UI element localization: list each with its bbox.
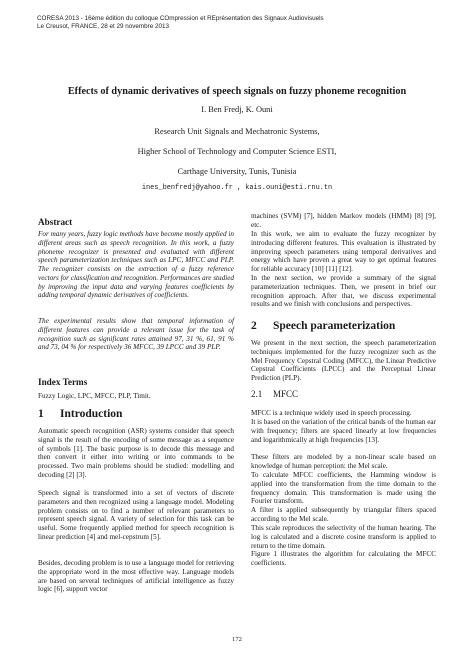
section-2-1-number: 2.1 [251, 389, 263, 399]
right-paragraph-3: In the next section, we provide a summary of the signal parameterization techniques. Then, we present in brief our recognition approach. After that, we discuss experimental results and we finish with conclusions and perspectives. [251, 274, 436, 309]
paper-title: Effects of dynamic derivatives of speech signals on fuzzy phoneme recognition [67, 86, 407, 97]
index-terms-text: Fuzzy Logic, LPC, MFCC, PLP, Timit. [38, 392, 151, 400]
abstract-paragraph-2: The experimental results show that temporal information of different features can provide a relevant issue for the task of recognition such as significant rates attained 97, 31 %, 61, 91 % and 73, 04 % for respectively 36 MFCC, 39 LPCC and 39 PLP. [38, 317, 234, 352]
section-2-paragraph-1: We present in the next section, the speech parameterization techniques implemented for the fuzzy recognizer such as the Mel Frequency Cepstral Coding (MFCC), the Linear Predictive Cepstral Coefficients (LPCC) and the Perceptual Linear Prediction (PLP). [251, 339, 436, 382]
running-header-line2: Le Creusot, FRANCE, 28 et 29 novembre 2013 [37, 23, 169, 30]
index-terms-heading: Index Terms [38, 377, 88, 387]
author-emails: ines_benfredj@yahoo.fr , kais.ouni@esti.rnu.tn [141, 184, 333, 192]
running-header-line1: CORESA 2013 - 16ème édition du colloque COmpression et REprésentation des Signaux Audiovisuels [37, 15, 324, 22]
section-2-title: Speech parameterization [273, 320, 396, 332]
abstract-paragraph-1: For many years, fuzzy logic methods have become mostly applied in different areas such as speech recognition. In this work, a fuzzy phoneme recognizer is presented and evaluated with different speech parameterization techniques such as LPC, MFCC and PLP. The recognizer consists on the extraction of a fuzzy reference vectors for classification and recognition. Performances are studied by improving the input data and varying features coefficients by adding temporal dynamic derivatives of coefficients. [38, 230, 234, 300]
mfcc-paragraph-4: To calculate MFCC coefficients, the Hamming window is applied into the transformation from the time domain to the frequency domain. This transformation is made using the Fourier transform. [251, 471, 436, 506]
intro-paragraph-2: Speech signal is transformed into a set of vectors of discrete parameters and then recognized using a language model. Modeling problem consists on to find a number of relevant parameters to represent speech signal. A variety of selection for this task can be useful. Some frequently applied method for speech recognition is linear prediction [4] and mel-cepstrum [5]. [38, 489, 234, 541]
section-1-heading [38, 408, 122, 421]
section-2-1-title: MFCC [273, 389, 299, 399]
mfcc-paragraph-3: These filters are modeled by a non-linear scale based on knowledge of human perception: the Mel scale. [251, 453, 436, 470]
section-2-1-heading [251, 389, 298, 400]
mfcc-paragraph-7: Figure 1 illustrates the algorithm for calculating the MFCC coefficients. [251, 550, 436, 567]
intro-paragraph-1: Automatic speech recognition (ASR) systems consider that speech signal is the result of the encoding of some message as a sequence of symbols [1]. The basic purpose is to decode this message and then convert it either into writing or into commands to be processed. Two main problems should be studied: modelling and decoding [2] [3]. [38, 427, 234, 479]
right-paragraph-1: machines (SVM) [7], hidden Markov models (HMM) [8] [9], etc. [251, 212, 436, 229]
intro-paragraph-3: Besides, decoding problem is to use a language model for retrieving the appropriate word in the most effective way. Language models are based on several techniques of artificial intelligence as fuzzy logic [6], support vector [38, 559, 234, 594]
section-1-title: Introduction [60, 408, 123, 420]
mfcc-paragraph-6: This scale reproduces the selectivity of the human hearing. The log is calculated and a discrete cosine transform is applied to return to the time domain. [251, 524, 436, 550]
affiliation-university: Carthage University, Tunis, Tunisia [177, 167, 297, 176]
abstract-heading: Abstract [38, 217, 73, 227]
right-paragraph-2: In this work, we aim to evaluate the fuzzy recognizer by introducing different features. This evaluation is illustrated by improving speech parameters using temporal derivatives and energy which have proven a great way to get optimal features for reliable accuracy [10] [11] [12]. [251, 230, 436, 273]
mfcc-paragraph-5: A filter is applied subsequently by triangular filters spaced according to the Mel scale. [251, 506, 436, 523]
page-number: 172 [232, 636, 242, 643]
section-1-number: 1 [38, 408, 44, 420]
affiliation-school: Higher School of Technology and Computer Science ESTI, [137, 147, 337, 156]
section-2-heading [251, 320, 395, 333]
mfcc-paragraph-1: MFCC is a technique widely used in speech processing. [251, 409, 412, 417]
authors: I. Ben Fredj, K. Ouni [201, 105, 273, 114]
section-2-number: 2 [251, 320, 257, 332]
mfcc-paragraph-2: It is based on the variation of the critical bands of the human ear with frequency; filters are spaced linearly at low frequencies and logarithmically at high frequencies [13]. [251, 418, 437, 444]
affiliation-unit: Research Unit Signals and Mechatronic Systems, [154, 127, 320, 136]
